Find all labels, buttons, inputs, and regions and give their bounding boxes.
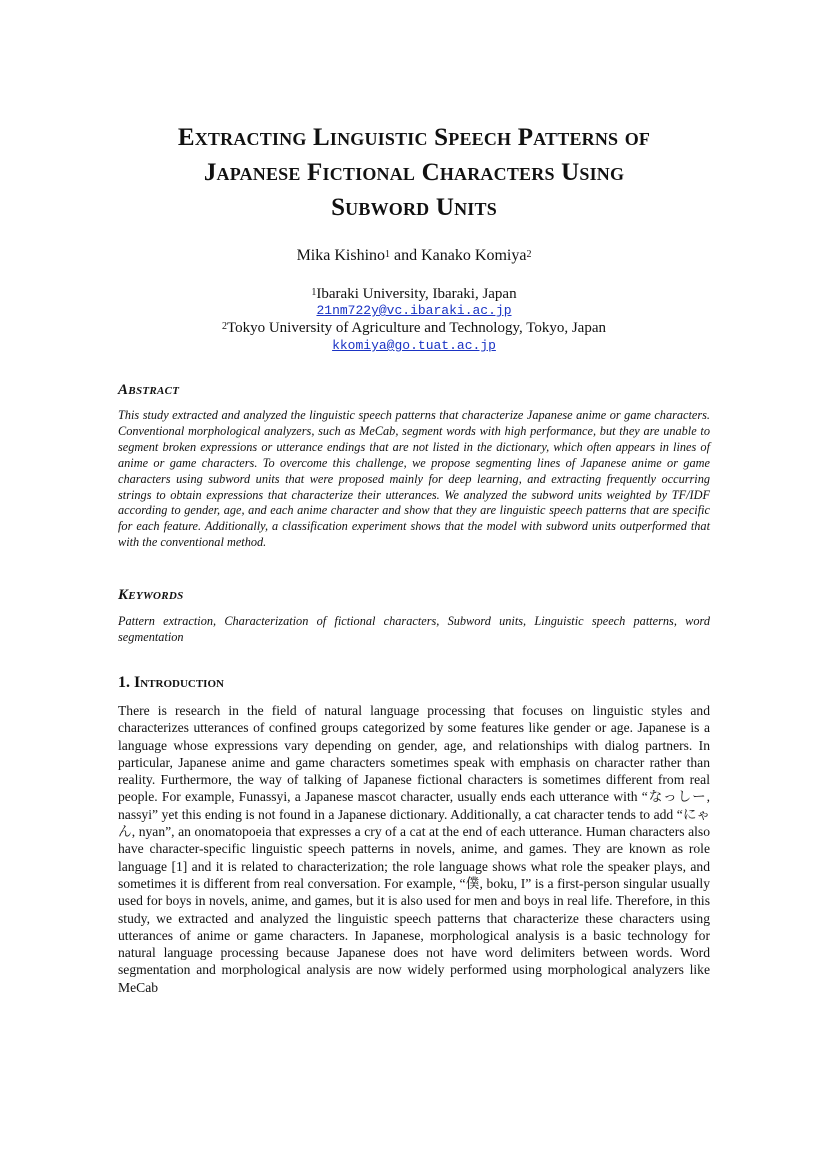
- title-line: Subword Units: [331, 194, 497, 221]
- email-link[interactable]: kkomiya@go.tuat.ac.jp: [332, 338, 496, 353]
- keywords-text: Pattern extraction, Characterization of fictional characters, Subword units, Linguistic speech patterns, word segmentation: [118, 614, 710, 644]
- paper-title: [100, 120, 728, 225]
- introduction-text: There is research in the field of natural language processing that focuses on linguistic styles and characterizes utterances of confined groups categorized by some features like gender or age. Japanese is a language whose expressions vary depending on gender, age, and relationships with dialog partners. In particular, Japanese anime and game characters sometimes speak with emphasis on character rather than reality. Furthermore, the way of talking of Japanese fictional characters is sometimes different from real people. For example, Funassyi, a Japanese mascot character, usually ends each utterance with “なっしー, nassyi” yet this ending is not found in a Japanese dictionary. Additionally, a cat character tends to add “にゃん, nyan”, an onomatopoeia that expresses a cry of a cat at the end of each utterance. Human characters also have character-specific linguistic speech patterns in novels, anime, and games. They are known as role language [1] and it is related to characterization; the role language shows what role the speaker plays, and sometimes it is different from real conversation. For example, “僕, boku, I” is a first-person singular usually used for boys in novels, anime, and games, but it is also used for men and boys in real life. Therefore, in this study, we extracted and analyzed the linguistic speech patterns that characterize these characters using utterances of anime or game characters. In Japanese, morphological analysis is a basic technology for natural language processing because Japanese does not have word delimiters between words. Word segmentation and morphological analysis are now widely performed using morphological analyzers like MeCab: [118, 703, 710, 995]
- title-line: Extracting Linguistic Speech Patterns of: [177, 124, 651, 151]
- keywords-heading: Keywords: [118, 587, 184, 603]
- email-link[interactable]: 21nm722y@vc.ibaraki.ac.jp: [316, 303, 512, 318]
- affiliation: [0, 285, 828, 303]
- affiliation-marker: 2: [526, 249, 532, 260]
- affiliation-marker: 1: [385, 249, 391, 260]
- affiliation-text: Tokyo University of Agriculture and Technology, Tokyo, Japan: [226, 320, 606, 336]
- affiliation-marker: 2: [221, 321, 227, 332]
- author-connector: and: [390, 247, 422, 264]
- affiliation-text: Ibaraki University, Ibaraki, Japan: [316, 286, 517, 302]
- section-heading: 1. Introduction: [118, 674, 224, 691]
- author-name: Mika Kishino: [296, 247, 386, 264]
- abstract-heading: Abstract: [118, 382, 180, 398]
- title-line: Japanese Fictional Characters Using: [203, 159, 625, 186]
- abstract-text: This study extracted and analyzed the linguistic speech patterns that characterize Japanese anime or game characters. Conventional morphological analyzers, such as MeCab, segment words with high performance, but they are unable to segment broken expressions or utterance endings that are not listed in the dictionary, which often appears in lines of anime or game characters. To overcome this challenge, we propose segmenting lines of Japanese anime or game characters using subword units that were proposed mainly for deep learning, and extracting frequently occurring strings to obtain expressions that characterize their utterances. We analyzed the subword units weighted by TF/IDF according to gender, age, and each anime character and show that they are linguistic speech patterns that are specific for each feature. Additionally, a classification experiment shows that the model with subword units outperformed that with the conventional method.: [118, 408, 710, 550]
- affiliation: [0, 319, 828, 337]
- author-name: Kanako Komiya: [421, 247, 527, 264]
- author-list: [0, 246, 828, 266]
- affiliation-marker: 1: [311, 287, 317, 298]
